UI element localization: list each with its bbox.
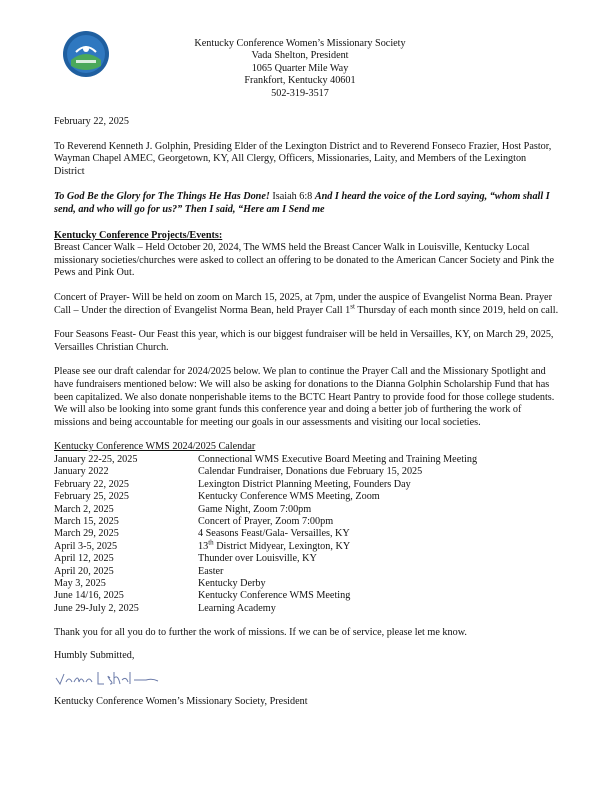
organization-logo <box>62 30 110 78</box>
calendar-date: February 25, 2025 <box>54 491 129 503</box>
calendar-date: March 15, 2025 <box>54 515 119 527</box>
calendar-row <box>54 566 559 578</box>
sign-off: Kentucky Conference Women’s Missionary Society, President <box>54 696 308 708</box>
calendar-event: Game Night, Zoom 7:00pm <box>198 503 312 515</box>
calendar-row <box>54 528 559 540</box>
calendar-event: Calendar Fundraiser, Donations due February 15, 2025 <box>198 466 423 478</box>
calendar-row <box>54 504 559 516</box>
calendar-title: Kentucky Conference WMS 2024/2025 Calendar <box>54 441 256 453</box>
calendar-date: January 2022 <box>54 466 109 478</box>
calendar-event <box>198 538 351 553</box>
calendar-row <box>54 603 559 615</box>
midyear-rest: District Midyear, Lexington, KY <box>213 540 351 552</box>
prayer-text-a: Concert of Prayer- Will be held on zoom on March 15, 2025, at 7pm, under the auspice of Evangelist Norma Bean. Prayer Call – Under the direction of Evangelist Norma Bean, held Prayer Call 1 <box>54 291 552 316</box>
organization-name: Kentucky Conference Women’s Missionary Society <box>194 38 406 49</box>
calendar-row <box>54 578 559 590</box>
calendar-row <box>54 516 559 528</box>
calendar-event: Kentucky Conference WMS Meeting, Zoom <box>198 491 380 503</box>
calendar-event: Lexington District Planning Meeting, Founders Day <box>198 478 411 490</box>
calendar-row <box>54 538 559 553</box>
calendar-row <box>54 590 559 602</box>
calendar-date: February 22, 2025 <box>54 478 129 490</box>
calendar-date: April 20, 2025 <box>54 565 114 577</box>
president-name: Vada Shelton, President <box>251 50 349 62</box>
scripture-quote <box>54 191 559 216</box>
calendar-event: Concert of Prayer, Zoom 7:00pm <box>198 515 334 527</box>
calendar-event: Learning Academy <box>198 602 276 614</box>
calendar-event: Easter <box>198 565 224 577</box>
calendar-row <box>54 553 559 565</box>
midyear-number: 13 <box>198 540 209 552</box>
prayer-paragraph <box>54 292 559 317</box>
letter-date: February 22, 2025 <box>54 116 129 127</box>
salutation: To Reverend Kenneth J. Golphin, Presiding Elder of the Lexington District and to Reverend Fonseco Frazier, Host Pastor, Wayman Chapel AMEC, Georgetown, KY, All Clergy, Officers, Missionaries, Laity, and Members of the Lexington District <box>54 140 552 177</box>
handwritten-signature <box>54 664 559 690</box>
calendar-date: January 22-25, 2025 <box>54 453 138 465</box>
calendar-date: March 2, 2025 <box>54 503 114 515</box>
prayer-superscript: st <box>350 302 355 311</box>
calendar-row <box>54 466 559 478</box>
calendar-date: May 3, 2025 <box>54 577 106 589</box>
four-seasons-paragraph: Four Seasons Feast- Our Feast this year, which is our biggest fundraiser will be held in Versailles, KY, on March 29, 2025, Versailles Christian Church. <box>54 329 554 353</box>
calendar-event: Kentucky Derby <box>198 577 266 589</box>
calendar-date: March 29, 2025 <box>54 528 119 540</box>
calendar-event: 4 Seasons Feast/Gala- Versailles, KY <box>198 528 350 540</box>
address-line-1: 1065 Quarter Mile Way <box>251 62 349 74</box>
projects-heading: Kentucky Conference Projects/Events: <box>54 229 223 241</box>
letterhead <box>160 38 440 100</box>
calendar-row <box>54 491 559 503</box>
calendar-date: June 14/16, 2025 <box>54 590 124 602</box>
humbly-submitted: Humbly Submitted, <box>54 649 135 661</box>
letter-body <box>54 116 559 709</box>
calendar-row <box>54 479 559 491</box>
thank-you-line: Thank you for all you do to further the work of missions. If we can be of service, please let me know. <box>54 627 467 639</box>
calendar-table <box>54 441 559 615</box>
scripture-reference: Isaiah 6:8 <box>269 191 315 203</box>
calendar-event: Kentucky Conference WMS Meeting <box>198 590 351 602</box>
scripture-part-2: And I heard the voice of the Lord saying, “whom shall I send, and who will go for us?” Then I said, “Here am I Send me <box>54 191 550 215</box>
draft-calendar-paragraph: Please see our draft calendar for 2024/2025 below. We plan to continue the Prayer Call and the Missionary Spotlight and have fundraisers mentioned below: We will also be asking for donations to the Dianna Golphin Scholarship Fund that has been capitalized. We also donate nonperishable items to the BCTC Heart Pantry to provide food for those college students. We will also be looking into some grant funds this conference year and doing a better job of furthering the work of missions and being accountable for meeting our goals in our assessments and visiting our local societies. <box>54 366 555 428</box>
calendar-date: April 3-5, 2025 <box>54 540 118 552</box>
calendar-date: April 12, 2025 <box>54 553 114 565</box>
calendar-row <box>54 454 559 466</box>
midyear-superscript: th <box>208 538 214 547</box>
prayer-text-b: Thursday of each month since 2019, held on call. <box>354 304 559 316</box>
calendar-event: Connectional WMS Executive Board Meeting and Training Meeting <box>198 453 478 465</box>
calendar-date: June 29-July 2, 2025 <box>54 602 139 614</box>
address-line-2: Frankfort, Kentucky 40601 <box>244 75 356 87</box>
phone-number: 502-319-3517 <box>271 87 329 99</box>
calendar-event: Thunder over Louisville, KY <box>198 553 317 565</box>
scripture-part-1: To God Be the Glory for The Things He Has Done! <box>54 191 270 203</box>
breast-cancer-paragraph: Breast Cancer Walk – Held October 20, 2024, The WMS held the Breast Cancer Walk in Louisville, Kentucky Local missionary societies/churches were asked to collect an offering to be donated to the American Cancer Society and Pink the Pews and Pink Out. <box>54 242 554 279</box>
